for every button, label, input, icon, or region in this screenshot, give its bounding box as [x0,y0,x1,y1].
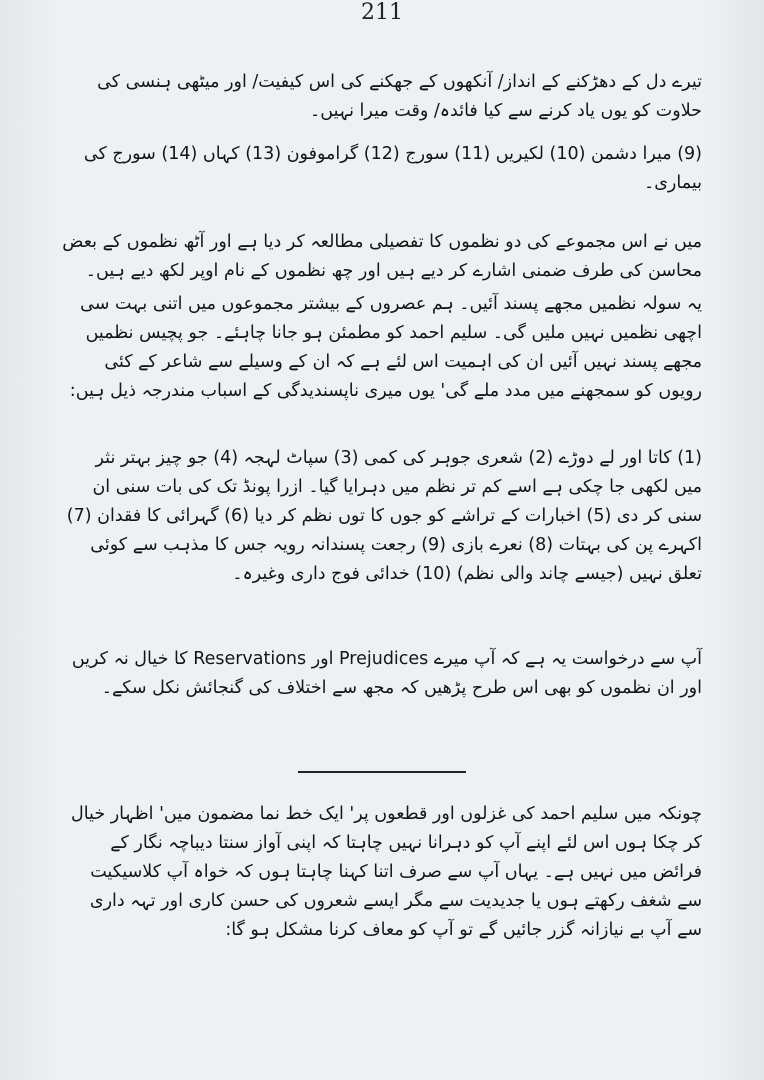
paragraph-liked-poems [62,290,702,406]
paragraph-text: آپ سے درخواست یہ ہے کہ آپ میرے Prejudices اور Reservations کا خیال نہ کریں اور ان نظموں کو بھی اس طرح پڑھیں کہ مجھ سے اختلاف کی گنجائش نکل سکے۔ [71,649,702,698]
paragraph-poem-list [62,140,702,198]
paragraph-ghazal-note [62,800,702,945]
paragraph-study-note [62,228,702,286]
paragraph-text: میں نے اس مجموعے کی دو نظموں کا تفصیلی مطالعہ کر دیا ہے اور آٹھ نظموں کے بعض محاسن کی طرف ضمنی اشارے کر دیے ہیں اور چھ نظموں کے نام اوپر لکھ دیے ہیں۔ [62,232,702,281]
paragraph-request [62,645,702,703]
paragraph-text: (1) کاتا اور لے دوڑے (2) شعری جوہر کی کمی (3) سپاٹ لہجہ (4) جو چیز بہتر نثر میں لکھی جا چکی ہے اسے کم تر نظم میں دہرایا گیا۔ ازرا پونڈ تک کی بات سنی ان سنی کر دی (5) اخبارات کے تراشے کو جوں کا توں نظم کر دیا (6) گہرائی کا فقدان (7) اکہرے پن کی بہتات (8) نعرے بازی (9) رجعت پسندانہ رویہ جس کا مذہب سے کوئی تعلق نہیں (جیسے چاند والی نظم) (10) خدائی فوج داری وغیرہ۔ [66,448,702,584]
section-divider [298,771,466,773]
paragraph-text: (9) میرا دشمن (10) لکیریں (11) سورج (12) گراموفون (13) کہاں (14) سورج کی بیماری۔ [83,144,702,193]
paragraph-reasons-list [62,444,702,589]
page-number: 211 [361,0,403,25]
paragraph-text: تیرے دل کے دھڑکنے کے انداز/ آنکھوں کے جھکنے کی اس کیفیت/ اور میٹھی ہنسی کی حلاوت کو یوں یاد کرنے سے کیا فائدہ/ وقت میرا نہیں۔ [97,72,702,121]
paragraph-text: چونکہ میں سلیم احمد کی غزلوں اور قطعوں پر' ایک خط نما مضمون میں' اظہار خیال کر چکا ہوں اس لئے اپنے آپ کو دہرانا نہیں چاہتا کہ اپنی آواز سنتا دیباچہ نگار کے فرائض میں نہیں ہے۔ یہاں آپ سے صرف اتنا کہنا چاہتا ہوں کہ خواہ آپ کلاسیکیت سے شغف رکھتے ہوں یا جدیدیت سے مگر ایسے شعروں کی حسن کاری اور تہہ داری سے آپ بے نیازانہ گزر جائیں گے تو آپ کو معاف کرنا مشکل ہو گا: [71,804,702,940]
paragraph-text: یہ سولہ نظمیں مجھے پسند آئیں۔ ہم عصروں کے بیشتر مجموعوں میں اتنی بہت سی اچھی نظمیں نہیں ملیں گی۔ سلیم احمد کو مطمئن ہو جانا چاہئے۔ جو پچیس نظمیں مجھے پسند نہیں آئیں ان کی اہمیت اس لئے ہے کہ ان کے وسیلے سے شاعر کے کئی رویوں کو سمجھنے میں مدد ملے گی' یوں میری ناپسندیدگی کے اسباب مندرجہ ذیل ہیں: [69,294,702,401]
paragraph-poem-continuation [62,68,702,126]
